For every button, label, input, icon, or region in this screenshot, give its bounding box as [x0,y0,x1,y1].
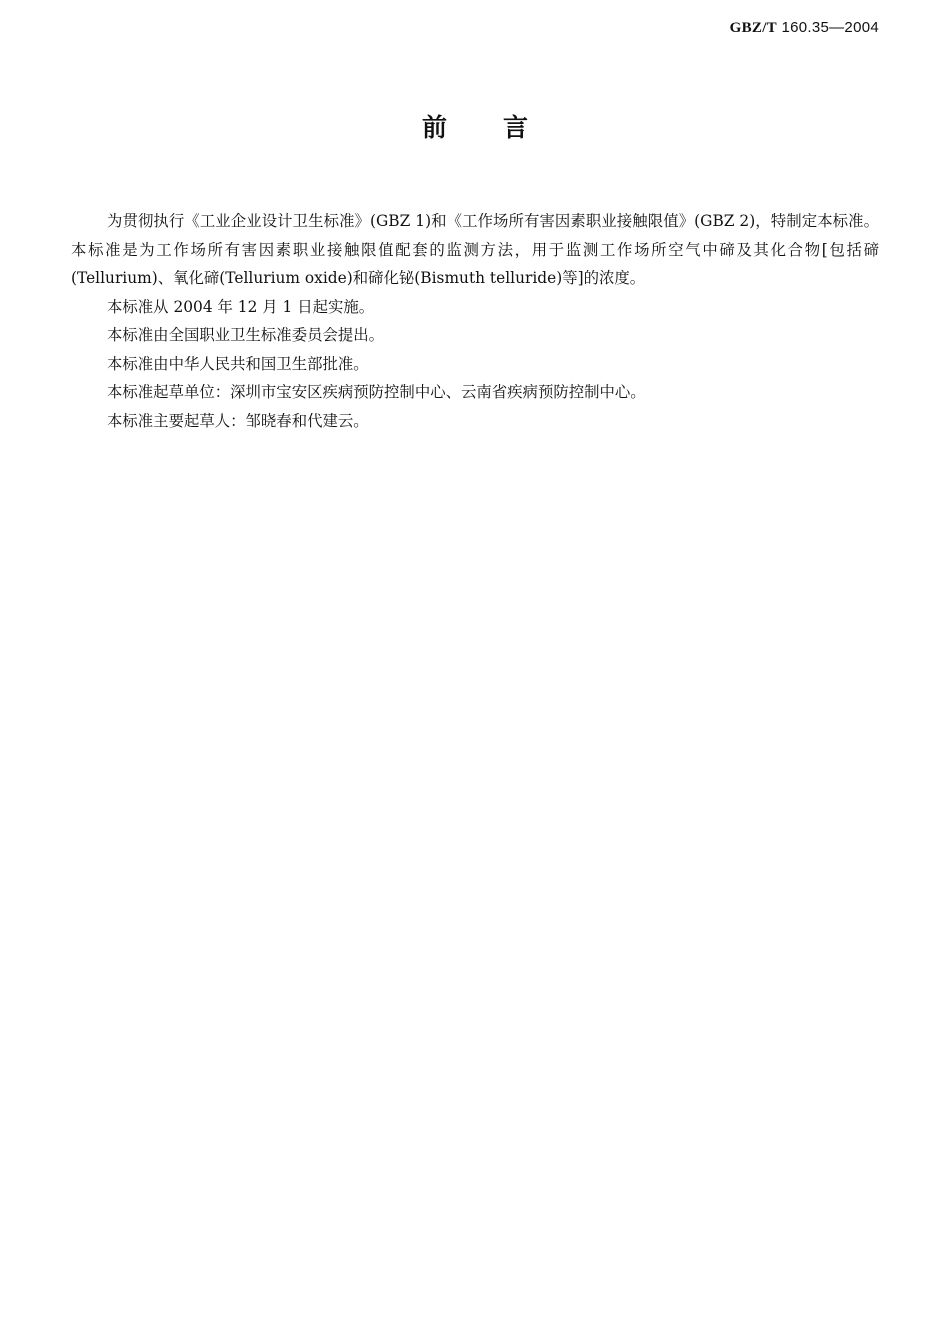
paragraph-proposed-by: 本标准由全国职业卫生标准委员会提出。 [107,326,385,344]
paragraph-purpose: 为贯彻执行《工业企业设计卫生标准》(GBZ 1)和《工作场所有害因素职业接触限值》(GBZ 2)，特制定本标准。本标准是为工作场所有害因素职业接触限值配套的监测方法，用于监测工作场所空气中碲及其化合物[包括碲(Tellurium)、氧化碲(Tellurium oxide)和碲化铋(Bismuth telluride)等]的浓度。 [71,212,879,287]
page-title: 前言 [421,113,584,142]
paragraph-drafting-units: 本标准起草单位：深圳市宝安区疾病预防控制中心、云南省疾病预防控制中心。 [107,383,646,401]
paragraph-approved-by: 本标准由中华人民共和国卫生部批准。 [107,354,369,373]
paragraph-effective-date: 本标准从 2004 年 12 月 1 日起实施。 [107,297,375,316]
foreword-body [71,207,879,435]
standard-code-number: 160.35—2004 [776,19,879,36]
standard-code [730,19,879,37]
paragraph-drafters: 本标准主要起草人：邹晓春和代建云。 [107,411,369,430]
standard-code-prefix: GBZ/T [729,20,777,36]
